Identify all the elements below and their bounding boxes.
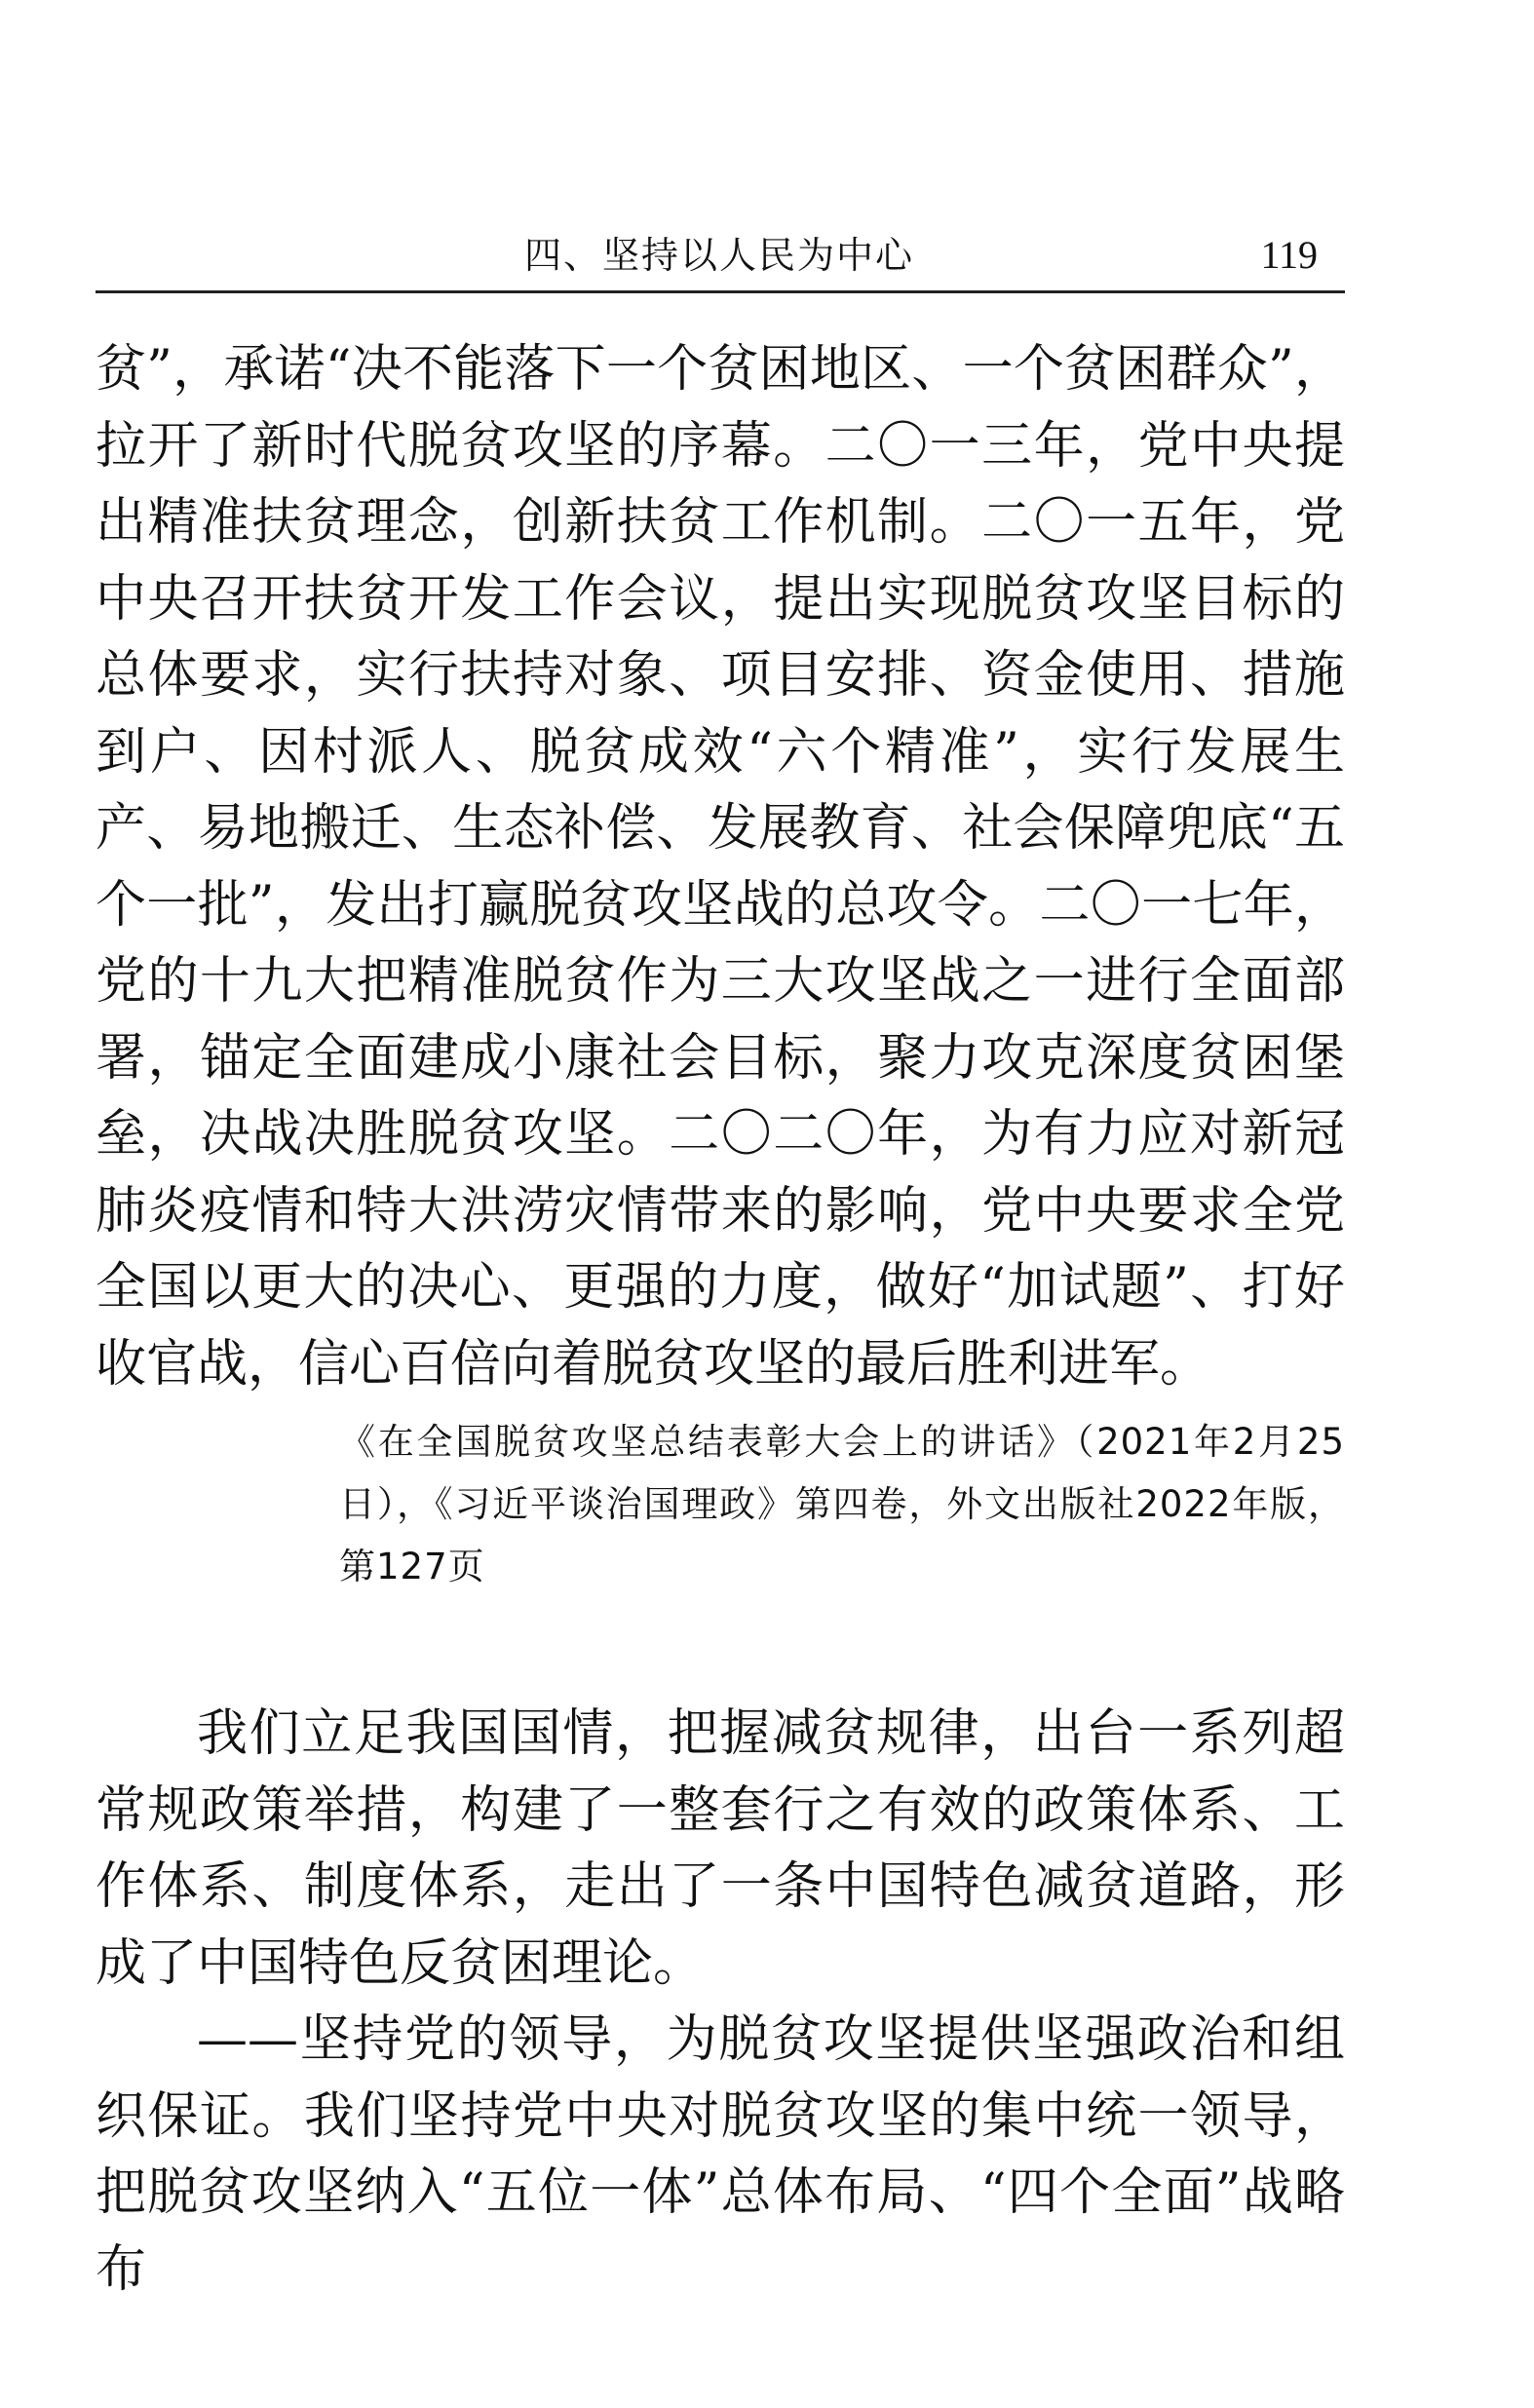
body-paragraph-1: 贫”，承诺“决不能落下一个贫困地区、一个贫困群众”，拉开了新时代脱贫攻坚的序幕。二〇一三年，党中央提出精准扶贫理念，创新扶贫工作机制。二〇一五年，党中央召开扶贫开发工作会议，提出实现脱贫攻坚目标的总体要求，实行扶持对象、项目安排、资金使用、措施到户、因村派人、脱贫成效“六个精准”，实行发展生产、易地搬迁、生态补偿、发展教育、社会保障兜底“五个一批”，发出打赢脱贫攻坚战的总攻令。二〇一七年，党的十九大把精准脱贫作为三大攻坚战之一进行全面部署，锚定全面建成小康社会目标，聚力攻克深度贫困堡垒，决战决胜脱贫攻坚。二〇二〇年，为有力应对新冠肺炎疫情和特大洪涝灾情带来的影响，党中央要求全党全国以更大的决心、更强的力度，做好“加试题”、打好收官战，信心百倍向着脱贫攻坚的最后胜利进军。 — [96, 340, 1345, 1394]
source-citation: 《在全国脱贫攻坚总结表彰大会上的讲话》（2021年2月25日），《习近平谈治国理政》第四卷，外文出版社2022年版，第127页 — [339, 1421, 1345, 1587]
running-header — [96, 230, 1345, 293]
chapter-title: 四、坚持以人民为中心 — [524, 234, 915, 277]
page-number: 119 — [1260, 233, 1318, 277]
body-paragraph-2: 我们立足我国国情，把握减贫规律，出台一系列超常规政策举措，构建了一整套行之有效的政策体系、工作体系、制度体系，走出了一条中国特色减贫道路，形成了中国特色反贫困理论。 — [96, 1704, 1345, 1993]
body-section-2 — [96, 1696, 1345, 2308]
body-paragraph-3: ——坚持党的领导，为脱贫攻坚提供坚强政治和组织保证。我们坚持党中央对脱贫攻坚的集中统一领导，把脱贫攻坚纳入“五位一体”总体布局、“四个全面”战略布 — [96, 2010, 1345, 2299]
